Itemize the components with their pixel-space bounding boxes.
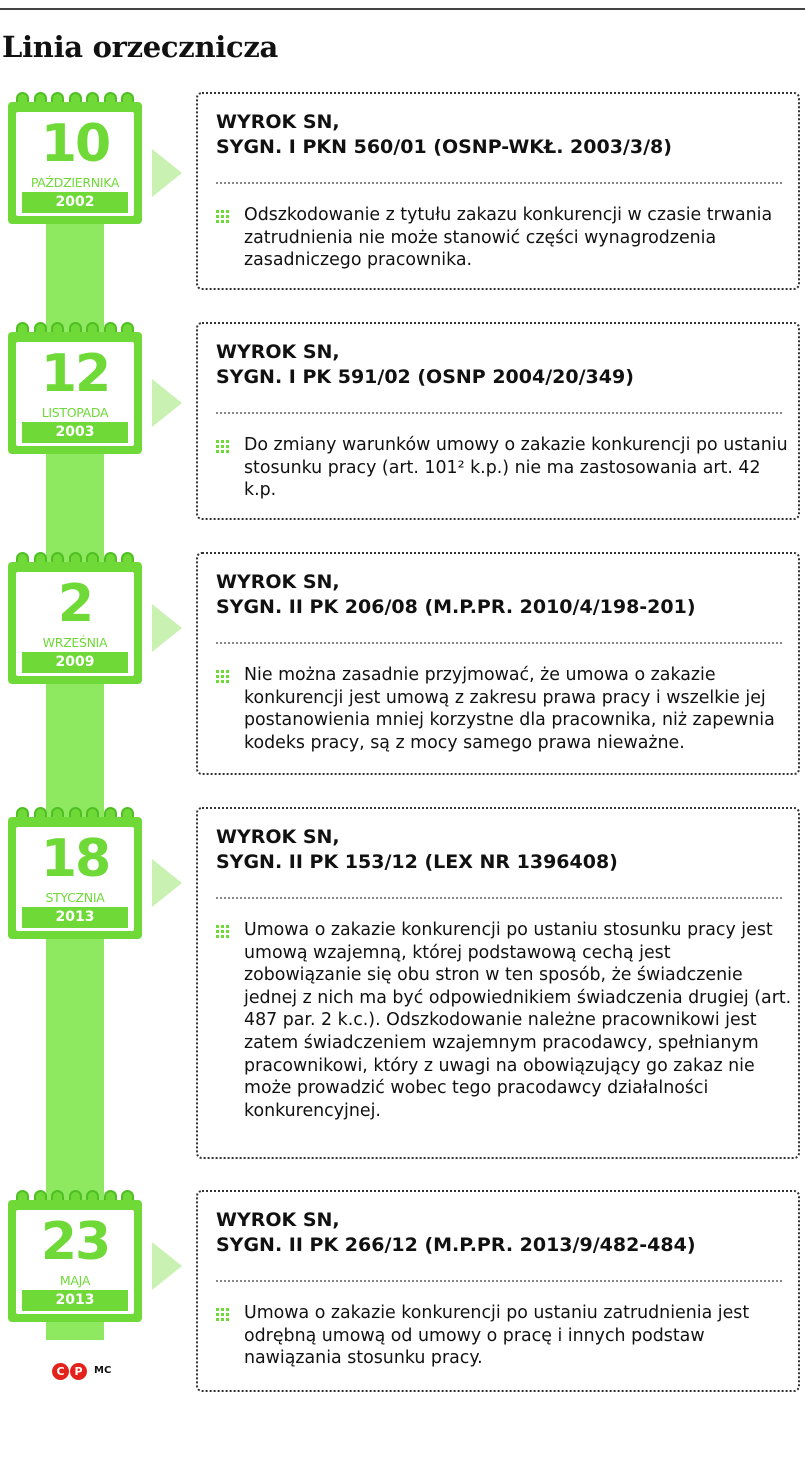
bullet-dot: [216, 445, 219, 448]
bullet-dot: [216, 450, 219, 453]
press-icon: P: [70, 1363, 87, 1380]
date-year: 2003: [22, 422, 128, 443]
ruling-heading-line1: WYROK SN,: [216, 341, 340, 363]
date-month: LISTOPADA: [41, 405, 109, 420]
bullet-dot: [226, 215, 229, 218]
calendar-page: [16, 827, 134, 931]
ruling-heading: [216, 570, 786, 620]
ruling-text: Do zmiany warunków umowy o zakazie konkurencji po ustaniu stosunku pracy (art. 101² k.p.) nie ma zastosowania art. 42 k.p.: [244, 435, 788, 501]
top-rule: [0, 8, 805, 10]
bullet-dot: [226, 220, 229, 223]
bullet-dot: [221, 450, 224, 453]
calendar-page: [16, 342, 134, 446]
grid-bullet-icon: [216, 670, 230, 684]
ruling-card: [196, 322, 800, 520]
ruling-text: Umowa o zakazie konkurencji po ustaniu zatrudnienia jest odrębną umową od umowy o pracę i innych podstaw nawiązania stosunku pracy.: [244, 1303, 750, 1369]
dotted-separator: [216, 1280, 782, 1282]
date-day: 23: [40, 1212, 110, 1272]
calendar-page: [16, 572, 134, 676]
bullet-dot: [226, 935, 229, 938]
arrow-icon: [152, 1242, 182, 1290]
bullet-dot: [221, 925, 224, 928]
calendar-icon: [8, 322, 142, 454]
bullet-dot: [226, 1308, 229, 1311]
ruling-card: [196, 1190, 800, 1392]
grid-bullet-icon: [216, 440, 230, 454]
calendar-page: [16, 1210, 134, 1314]
ruling-heading: [216, 1208, 786, 1258]
bullet-dot: [216, 935, 219, 938]
bullet-dot: [216, 215, 219, 218]
bullet-dot: [221, 440, 224, 443]
date-month: MAJA: [59, 1273, 91, 1288]
calendar-page: [16, 112, 134, 216]
copyright-credits: [52, 1361, 152, 1385]
date-month: WRZEŚNIA: [42, 635, 108, 650]
ruling-heading-line2: SYGN. II PK 206/08 (M.P.PR. 2010/4/198-201): [216, 596, 696, 618]
author-initials: MC: [94, 1365, 112, 1376]
ruling-card: [196, 92, 800, 290]
ruling-heading-line1: WYROK SN,: [216, 826, 340, 848]
bullet-dot: [221, 445, 224, 448]
calendar-body: [8, 562, 142, 684]
calendar-icon: [8, 807, 142, 939]
bullet-dot: [226, 1313, 229, 1316]
date-year: 2009: [22, 652, 128, 673]
ruling-heading: [216, 825, 786, 875]
ruling-text: Umowa o zakazie konkurencji po ustaniu stosunku pracy jest umową wzajemną, której podstawową cechą jest zobowiązanie się obu stron w ten sposób, że świadczenie jednej z nich ma być odpowiednikiem świadczenia drugiej (art. 487 par. 2 k.c.). Odszkodowanie należne pracownikowi jest zatem świadczeniem wzajemnym pracodawcy, spełnianym pracownikowi, który z uwagi na obowiązujący go zakaz nie może prowadzić wobec tego pracodawcy działalności konkurencyjnej.: [244, 920, 792, 1121]
bullet-dot: [216, 930, 219, 933]
bullet-dot: [221, 680, 224, 683]
ruling-text: Nie można zasadnie przyjmować, że umowa o zakazie konkurencji jest umową z zakresu prawa pracy i wszelkie jej postanowienia mniej korzystne dla pracownika, niż zapewnia kodeks pracy, są z mocy samego prawa nieważne.: [244, 665, 775, 753]
date-year: 2002: [22, 192, 128, 213]
bullet-dot: [221, 670, 224, 673]
bullet-dot: [216, 675, 219, 678]
date-month: STYCZNIA: [45, 890, 105, 905]
date-day: 18: [40, 829, 110, 889]
bullet-dot: [226, 930, 229, 933]
ruling-heading-line2: SYGN. I PKN 560/01 (OSNP-WKŁ. 2003/3/8): [216, 136, 672, 158]
ruling-heading-line1: WYROK SN,: [216, 111, 340, 133]
bullet-dot: [216, 1313, 219, 1316]
bullet-dot: [226, 1318, 229, 1321]
bullet-dot: [226, 670, 229, 673]
arrow-icon: [152, 604, 182, 652]
bullet-dot: [216, 210, 219, 213]
calendar-icon: [8, 92, 142, 224]
bullet-dot: [221, 675, 224, 678]
bullet-dot: [226, 450, 229, 453]
bullet-dot: [221, 1318, 224, 1321]
bullet-dot: [216, 220, 219, 223]
calendar-icon: [8, 552, 142, 684]
bullet-dot: [221, 220, 224, 223]
arrow-icon: [152, 859, 182, 907]
grid-bullet-icon: [216, 1308, 230, 1322]
bullet-dot: [216, 680, 219, 683]
ruling-heading-line1: WYROK SN,: [216, 571, 340, 593]
bullet-dot: [221, 215, 224, 218]
bullet-dot: [226, 925, 229, 928]
date-month: PAŹDZIERNIKA: [30, 175, 120, 190]
ruling-heading-line2: SYGN. I PK 591/02 (OSNP 2004/20/349): [216, 366, 634, 388]
ruling-heading: [216, 340, 786, 390]
bullet-dot: [226, 210, 229, 213]
copyright-icon: C: [52, 1363, 69, 1380]
ruling-heading-line2: SYGN. II PK 266/12 (M.P.PR. 2013/9/482-484): [216, 1234, 696, 1256]
dotted-separator: [216, 642, 782, 644]
bullet-dot: [221, 210, 224, 213]
calendar-body: [8, 102, 142, 224]
bullet-dot: [226, 445, 229, 448]
bullet-dot: [221, 935, 224, 938]
bullet-dot: [226, 675, 229, 678]
bullet-dot: [216, 1308, 219, 1311]
bullet-dot: [216, 925, 219, 928]
ruling-card: [196, 552, 800, 775]
dotted-separator: [216, 412, 782, 414]
ruling-heading-line1: WYROK SN,: [216, 1209, 340, 1231]
ruling-heading: [216, 110, 786, 160]
bullet-dot: [226, 440, 229, 443]
date-year: 2013: [22, 907, 128, 928]
calendar-icon: [8, 1190, 142, 1322]
bullet-dot: [216, 440, 219, 443]
date-day: 12: [40, 344, 110, 404]
bullet-dot: [216, 670, 219, 673]
arrow-icon: [152, 379, 182, 427]
bullet-dot: [226, 680, 229, 683]
grid-bullet-icon: [216, 210, 230, 224]
date-day: 2: [57, 574, 93, 634]
bullet-dot: [221, 1308, 224, 1311]
ruling-text: Odszkodowanie z tytułu zakazu konkurencji w czasie trwania zatrudnienia nie może stanowić części wynagrodzenia zasadniczego pracownika.: [244, 205, 773, 271]
ruling-heading-line2: SYGN. II PK 153/12 (LEX NR 1396408): [216, 851, 618, 873]
calendar-body: [8, 332, 142, 454]
calendar-body: [8, 1200, 142, 1322]
bullet-dot: [221, 1313, 224, 1316]
arrow-icon: [152, 149, 182, 197]
page-title: Linia orzecznicza: [2, 30, 278, 64]
ruling-card: [196, 807, 800, 1159]
date-year: 2013: [22, 1290, 128, 1311]
calendar-body: [8, 817, 142, 939]
grid-bullet-icon: [216, 925, 230, 939]
dotted-separator: [216, 182, 782, 184]
bullet-dot: [216, 1318, 219, 1321]
dotted-separator: [216, 897, 782, 899]
date-day: 10: [40, 114, 110, 174]
bullet-dot: [221, 930, 224, 933]
